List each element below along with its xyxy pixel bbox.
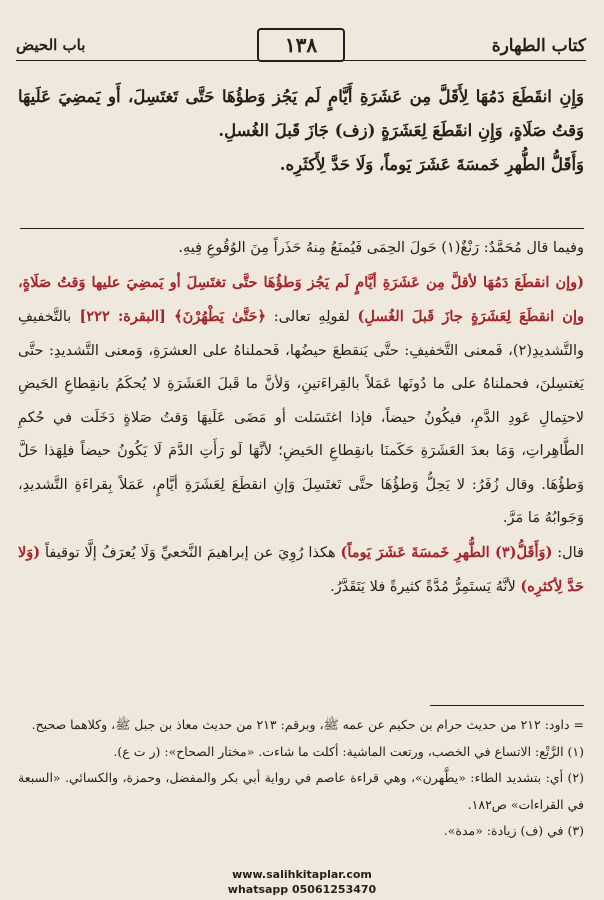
watermark-site: www.salihkitaplar.com [232,868,372,881]
commentary-paragraph: وفيما قال مُحَمَّدٌ: رَنْغٌ(١) حَولَ الحِمَى فَيُمنَعُ مِنهُ حَذَراً مِنَ الوُقُوعِ فِيهِ. [178,240,584,256]
footnote: (٣) في (ف) زيادة: «مدة». [443,823,584,838]
commentary-text: بالتَّخفيفِ والتَّشديدِ(٢)، فَمعنى التَّخفيفِ: حتَّى يَنقطعَ حيضُها، فَحملناهُ على العشرَةِ، وَمعنى التَّشديدِ: حتَّى يَغتسِلنَ، فحملناهُ على ما دُونَها عَمَلاً بالقِراءَتينِ، وَلأنَّ ما قَبلَ العَشَرَةِ لا يُحكَمُ بانقِطاعِ الحَيضِ لاحتِمالِ عَودِ الدَّمِ، فيكُونُ حيضاً، فإذا اغتَسَلت أو مَضَى عَلَيهَا وَقتُ صَلاةٍ دَخَلَت في حُكمِ الطَّاهِراتِ، وَمَا بعدَ العَشَرَةِ حَكَمنَا بانقِطاعِ الحَيضِ؛ لأنَّهَا لَو رَأَتِ الدَّمَ لَا يَكُونُ حيضاً فلِهَذا حَلَّ وَطؤُهَا. وقال زُفَرُ: لا يَحِلُّ وَطؤُهَا حتَّى تَغتَسِلَ وَإنِ انقطَعَ لِعَشَرَةِ أيَّامٍ، عَمَلاً بِقراءَةِ التَّشديدِ، وَجَوابُهُ مَا مَرَّ. [18,309,584,526]
page-header [16,28,586,68]
footnotes [18,712,584,845]
header-rule [16,60,586,61]
footnote: = داود: ٢١٢ من حديث حرام بن حكيم عن عمه ﷺ، وبرقم: ٢١٣ من حديث معاذ بن جبل ﷺ، وكلاهما صحيح. [31,717,584,732]
footnote: (١) الرَّتْع: الاتساع في الخصب، ورتعت الماشية: أكلت ما شاءت. «مختار الصحاح»: (ر ت ع). [113,743,584,759]
page-number: ١٣٨ [257,28,345,62]
watermark-whatsapp: whatsapp 05061253470 [227,883,377,896]
book-title: كتاب الطهارة [491,36,586,56]
chapter-title: باب الحيض [16,36,86,54]
commentary-text: لقولِهِ تعالى: [265,309,358,325]
quoted-text: (وَأَقَلُّ(٣) الطُّهرِ خَمسَةَ عَشَرَ يَوماً) [340,543,553,561]
main-text-paragraph: وَإِنِ انقَطَعَ دَمُهَا لِأَقَلَّ مِن عَشَرَةِ أَيَّامٍ لَم يَجُز وَطؤُهَا حَتَّى تَغتَسِلَ، أَو يَمضِيَ عَلَيهَا وَقتُ صَلَاةٍ، وَإِنِ انقَطَعَ لِعَشَرَةٍ (زف) جَازَ قَبلَ الغُسلِ. [18,87,584,140]
verse-reference: [البقرة: ٢٢٢] [71,308,175,325]
commentary-text: هكذا رُوِيَ عن إبراهيمَ النَّخعيِّ وَلَا يُعرَفُ إلَّا توقيفاً [40,544,341,561]
commentary-text: لأنَّهُ يَستَمِرُّ مُدَّةً كثيرةً فلا يَتَقَدَّرُ. [330,579,521,595]
section-divider [20,228,584,229]
main-text [18,80,584,182]
main-text-paragraph: وَأَقَلُّ الطُّهرِ خَمسَةَ عَشَرَ يَوماً، وَلَا حَدَّ لِأَكثَرِه. [279,155,584,174]
commentary [18,232,584,605]
quran-verse: ﴿حَتَّىٰ يَطْهُرْنَ﴾ [174,308,266,325]
commentary-text: قال: [552,544,584,561]
commentary-paragraph [18,266,584,536]
commentary-paragraph [18,536,584,605]
watermark [0,867,604,897]
quoted-text: (وَلا حَدَّ لِأكثرِه) [18,543,584,595]
footnote: (٢) أي: بتشديد الطاء: «يطَّهرن»، وهي قراءة عاصم في رواية أبي بكر والمفضل، وحمزة، والكسائي. «السبعة في القراءات» ص١٨٢. [18,770,584,812]
footnote-divider [430,705,584,706]
quoted-text: (وإن انقطَعَ دَمُهَا لأقلَّ مِن عَشَرَةِ أيَّامٍ لَم يَجُز وَطؤُهَا حتَّى تغتَسِلَ أو يَمضِيَ عليها وَقتُ صَلَاةٍ، وإن انقطَعَ لِعَشَرَةٍ جازَ قَبلَ الغُسلِ) [18,273,584,325]
